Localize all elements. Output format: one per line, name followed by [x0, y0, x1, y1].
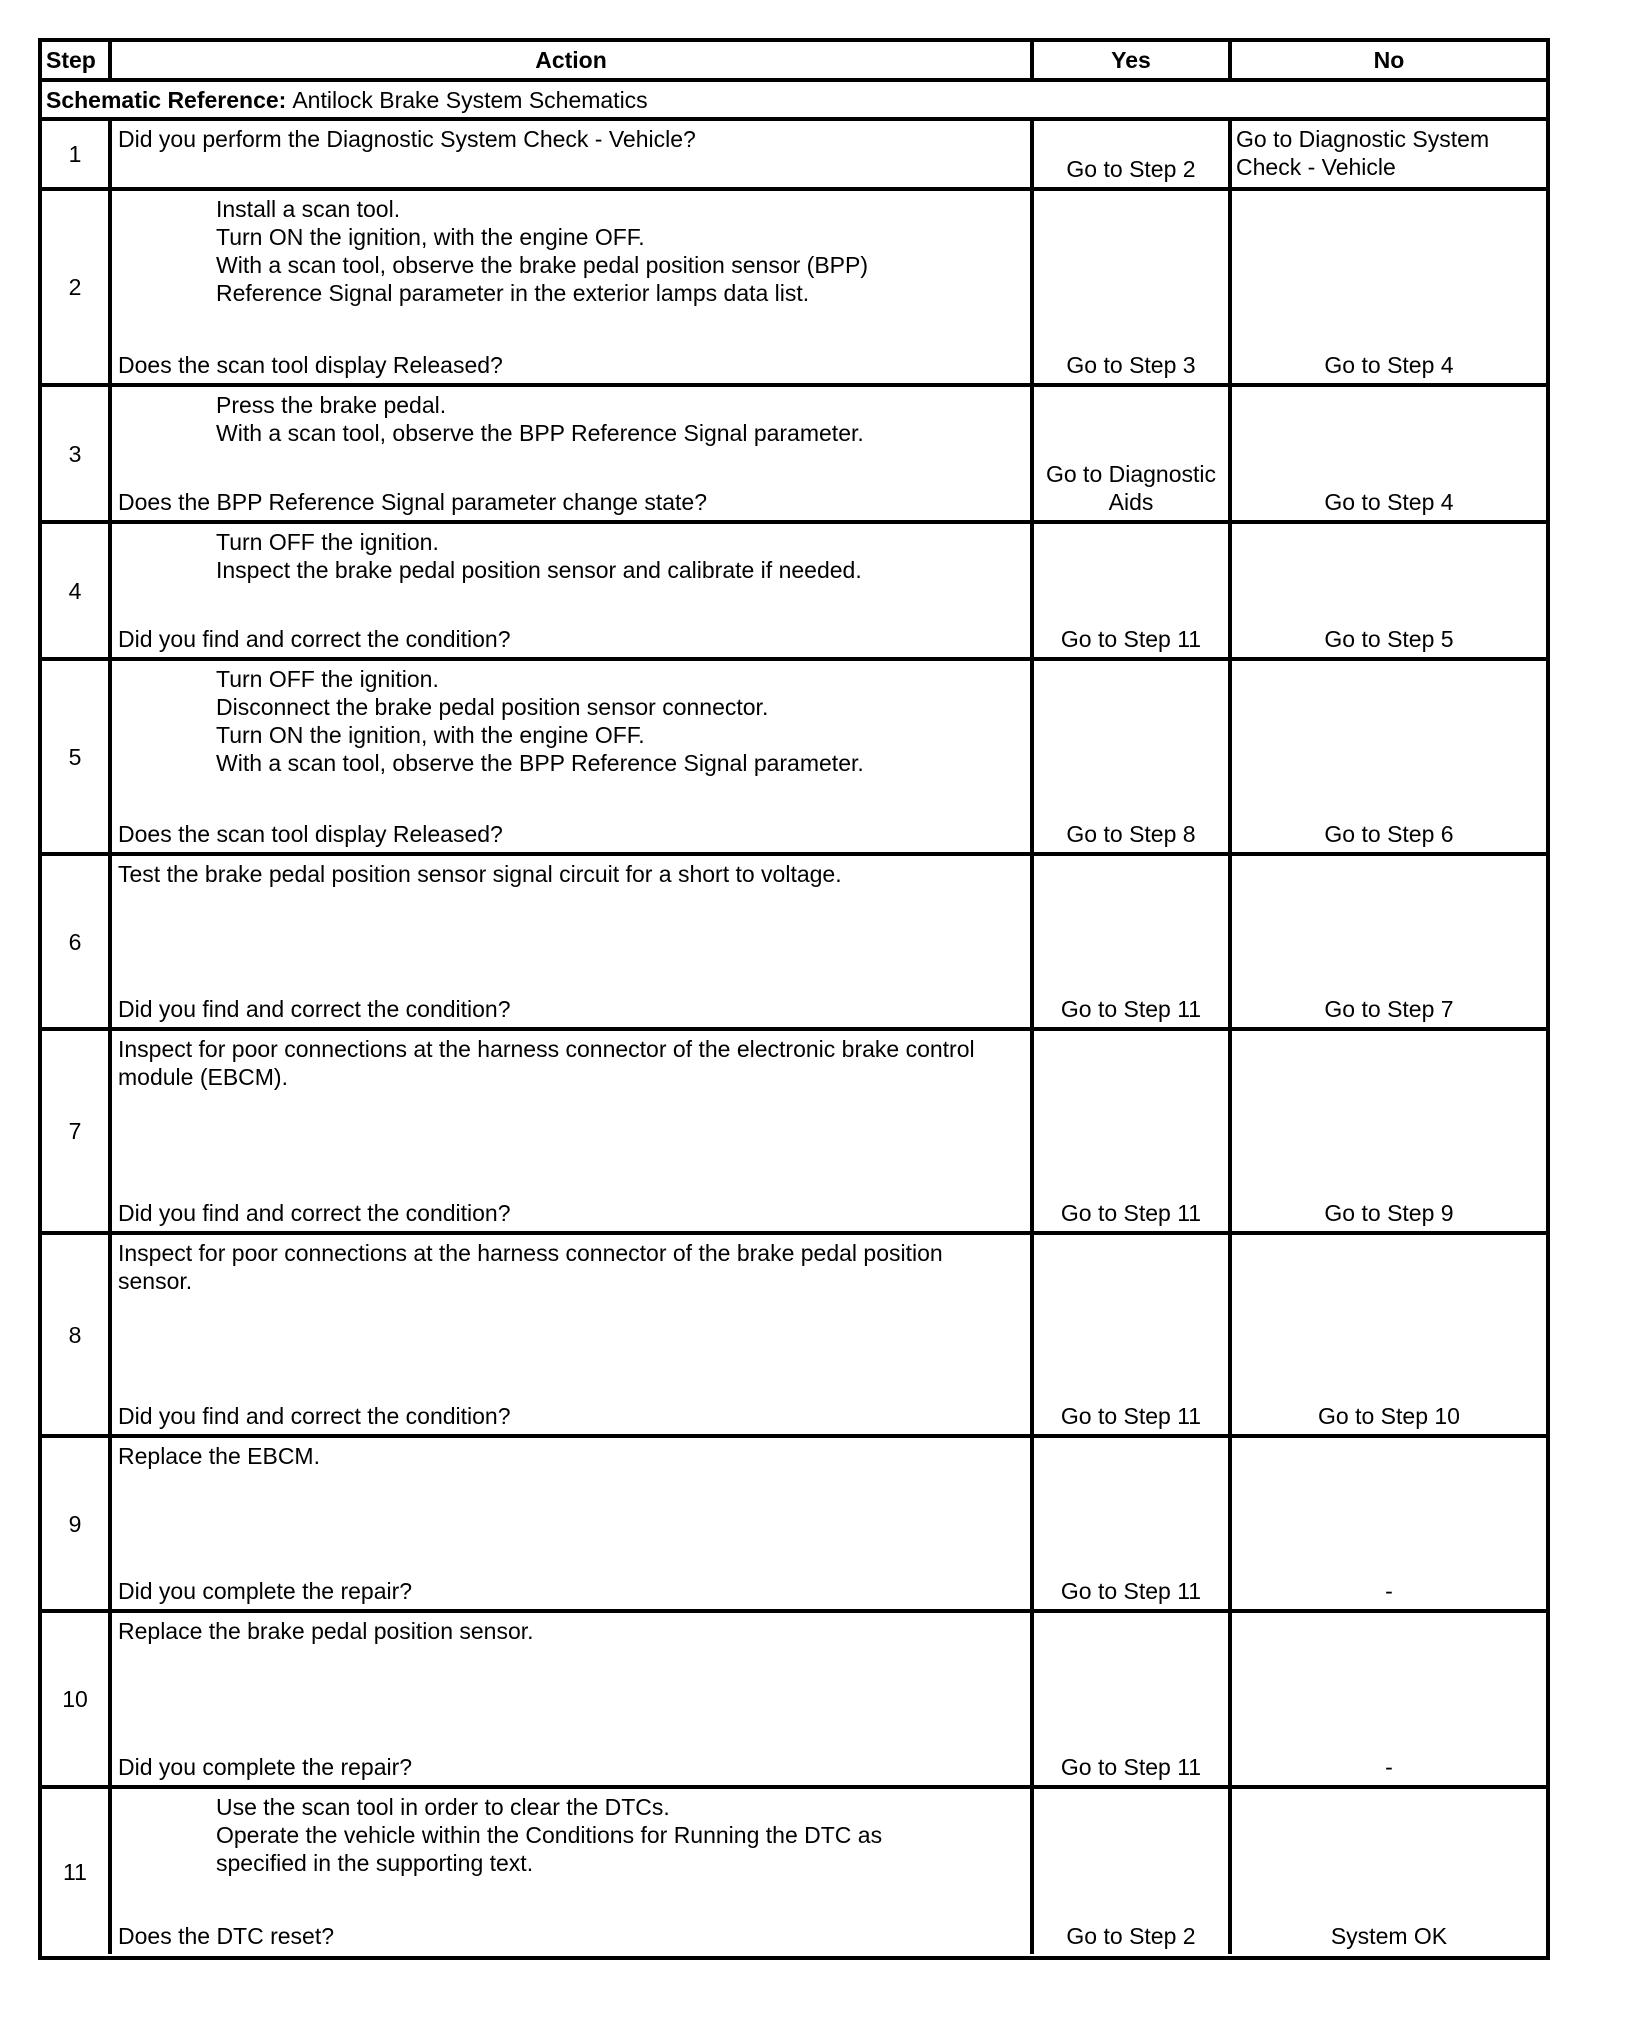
- action-step-line: Turn OFF the ignition.: [216, 666, 439, 692]
- action-cell: [112, 1031, 1034, 1235]
- action-question: Did you find and correct the condition?: [118, 996, 511, 1022]
- no-result[interactable]: Go to Diagnostic System Check - Vehicle: [1232, 121, 1546, 191]
- schematic-label: Schematic Reference:: [46, 86, 287, 113]
- step-number: 4: [42, 524, 112, 661]
- no-result[interactable]: Go to Step 9: [1232, 1031, 1546, 1235]
- step-number: 8: [42, 1235, 112, 1438]
- action-cell: [112, 121, 1034, 191]
- no-result[interactable]: Go to Step 7: [1232, 856, 1546, 1031]
- action-cell: [112, 661, 1034, 856]
- action-step-line: With a scan tool, observe the BPP Reference Signal parameter.: [216, 750, 864, 776]
- header-yes: Yes: [1034, 42, 1232, 82]
- action-steps: [216, 665, 1022, 777]
- action-text: Did you perform the Diagnostic System Check - Vehicle?: [118, 126, 696, 152]
- no-result[interactable]: Go to Step 5: [1232, 524, 1546, 661]
- action-question: Did you find and correct the condition?: [118, 1200, 511, 1226]
- step-number: 6: [42, 856, 112, 1031]
- yes-result[interactable]: Go to Step 2: [1034, 121, 1232, 191]
- action-text: Inspect for poor connections at the harness connector of the electronic brake control module (EBCM).: [118, 1036, 975, 1090]
- header-step: Step: [42, 42, 112, 82]
- no-result[interactable]: Go to Step 10: [1232, 1235, 1546, 1438]
- action-step-line: Turn ON the ignition, with the engine OFF.: [216, 224, 645, 250]
- no-result: -: [1232, 1613, 1546, 1789]
- action-steps: [216, 528, 1022, 584]
- action-cell: [112, 1613, 1034, 1789]
- action-step-line: Use the scan tool in order to clear the DTCs.: [216, 1794, 670, 1820]
- schematic-reference: [42, 82, 1546, 121]
- action-text: Test the brake pedal position sensor signal circuit for a short to voltage.: [118, 861, 842, 887]
- step-number: 9: [42, 1438, 112, 1613]
- schematic-link[interactable]: Antilock Brake System Schematics: [292, 86, 648, 113]
- action-question: Does the BPP Reference Signal parameter change state?: [118, 489, 707, 515]
- action-question: Did you find and correct the condition?: [118, 626, 511, 652]
- action-step-line: With a scan tool, observe the BPP Reference Signal parameter.: [216, 420, 864, 446]
- action-text: Replace the EBCM.: [118, 1443, 320, 1469]
- header-action: Action: [112, 42, 1034, 82]
- action-cell: [112, 1789, 1034, 1954]
- no-result: -: [1232, 1438, 1546, 1613]
- action-step-line: Disconnect the brake pedal position sensor connector.: [216, 694, 769, 720]
- no-result: System OK: [1330, 1923, 1448, 1949]
- action-cell: [112, 856, 1034, 1031]
- action-cell: [112, 1235, 1034, 1438]
- no-result[interactable]: Go to Step 4: [1232, 191, 1546, 387]
- action-steps: [216, 1793, 1022, 1877]
- yes-result[interactable]: Go to Step 3: [1034, 191, 1232, 387]
- yes-result[interactable]: Go to Step 11: [1034, 856, 1232, 1031]
- yes-result[interactable]: Go to Step 11: [1034, 524, 1232, 661]
- action-question: Did you complete the repair?: [118, 1754, 413, 1780]
- yes-result[interactable]: Go to Step 8: [1034, 661, 1232, 856]
- action-step-line: Turn OFF the ignition.: [216, 529, 439, 555]
- action-question: Does the scan tool display Released?: [118, 352, 503, 378]
- action-step-line: Operate the vehicle within the Conditions for Running the DTC as: [216, 1822, 883, 1848]
- yes-result[interactable]: Go to Step 11: [1034, 1031, 1232, 1235]
- action-question: Did you find and correct the condition?: [118, 1403, 511, 1429]
- action-cell: [112, 1438, 1034, 1613]
- action-steps: [216, 391, 1022, 447]
- no-result[interactable]: Go to Step 6: [1232, 661, 1546, 856]
- yes-result[interactable]: Go to Step 11: [1034, 1438, 1232, 1613]
- action-question: Does the DTC reset?: [118, 1923, 335, 1949]
- action-step-line: Reference Signal parameter in the exterior lamps data list.: [216, 280, 810, 306]
- action-step-line: Turn ON the ignition, with the engine OFF.: [216, 722, 645, 748]
- diagnostic-table: [38, 38, 1550, 1960]
- action-cell: [112, 387, 1034, 524]
- header-no: No: [1232, 42, 1546, 82]
- action-step-line: Press the brake pedal.: [216, 392, 447, 418]
- action-text: Replace the brake pedal position sensor.: [118, 1618, 534, 1644]
- action-step-line: specified in the supporting text.: [216, 1850, 534, 1876]
- step-number: 5: [42, 661, 112, 856]
- action-steps: [216, 195, 1022, 307]
- step-number: 10: [42, 1613, 112, 1789]
- action-step-line: Inspect the brake pedal position sensor and calibrate if needed.: [216, 557, 862, 583]
- action-question: Did you complete the repair?: [118, 1578, 413, 1604]
- action-step-line: With a scan tool, observe the brake pedal position sensor (BPP): [216, 252, 869, 278]
- action-text: Inspect for poor connections at the harness connector of the brake pedal position sensor.: [118, 1240, 943, 1294]
- step-number: 3: [42, 387, 112, 524]
- action-step-line: Install a scan tool.: [216, 196, 401, 222]
- action-question: Does the scan tool display Released?: [118, 821, 503, 847]
- step-number: 11: [42, 1789, 112, 1954]
- no-result[interactable]: Go to Step 4: [1232, 387, 1546, 524]
- yes-result[interactable]: Go to Step 11: [1034, 1613, 1232, 1789]
- step-number: 7: [42, 1031, 112, 1235]
- step-number: 1: [42, 121, 112, 191]
- yes-result[interactable]: Go to Step 2: [1034, 1789, 1232, 1954]
- action-cell: [112, 191, 1034, 387]
- yes-result[interactable]: Go to Step 11: [1034, 1235, 1232, 1438]
- step-number: 2: [42, 191, 112, 387]
- action-cell: [112, 524, 1034, 661]
- yes-result[interactable]: Go to Diagnostic Aids: [1034, 387, 1232, 524]
